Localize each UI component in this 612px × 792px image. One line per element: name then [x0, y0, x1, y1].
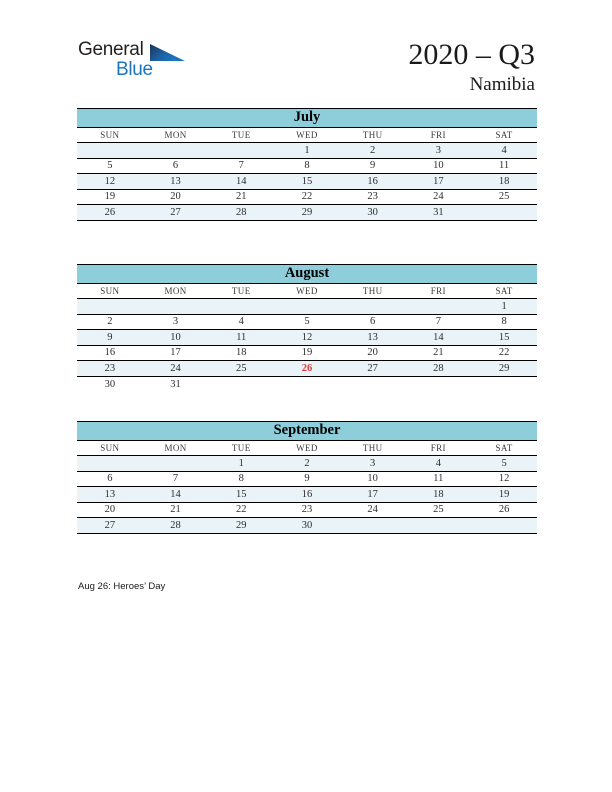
week-row: [77, 143, 537, 159]
weekday-label: SAT: [471, 284, 537, 299]
day-cell: 9: [304, 473, 310, 485]
day-cell: 29: [236, 519, 247, 531]
day-cell: 30: [367, 206, 378, 218]
weekday-label: SUN: [77, 128, 143, 143]
month-title: July: [77, 109, 537, 128]
month-body: [77, 456, 537, 534]
day-cell: 29: [301, 206, 313, 218]
day-cell: 1: [238, 457, 244, 469]
day-cell: [340, 376, 406, 392]
day-cell: 30: [104, 378, 116, 390]
day-cell: 25: [236, 362, 247, 374]
day-cell: 26: [104, 206, 116, 218]
day-cell: 4: [435, 457, 441, 469]
day-cell: 14: [236, 175, 247, 187]
day-cell: 6: [172, 160, 179, 172]
month-body: [77, 143, 537, 221]
day-cell: 27: [170, 206, 181, 218]
day-cell: 12: [498, 473, 510, 485]
day-cell: 2: [304, 457, 310, 469]
day-cell: 30: [301, 519, 313, 531]
holiday-note: Aug 26: Heroes’ Day: [78, 581, 166, 592]
week-row: [77, 158, 537, 174]
week-row: [77, 471, 537, 487]
weekday-row: [77, 128, 537, 143]
day-cell: 19: [104, 191, 116, 203]
day-cell: 16: [301, 488, 313, 500]
day-cell: 26: [498, 504, 510, 516]
day-cell: 29: [498, 362, 510, 374]
day-cell: 27: [367, 362, 378, 374]
day-cell: 17: [170, 347, 181, 359]
logo-text-blue: Blue: [116, 59, 153, 80]
day-cell: 6: [370, 316, 376, 328]
day-cell: 15: [498, 331, 510, 343]
day-cell: 17: [367, 488, 378, 500]
weekday-label: FRI: [406, 441, 472, 456]
day-cell: [340, 518, 406, 534]
day-cell: 23: [367, 191, 378, 203]
week-row: [77, 299, 537, 315]
week-row: [77, 345, 537, 361]
weekday-label: FRI: [406, 284, 472, 299]
quarter-title: 2020 – Q3: [408, 38, 535, 71]
day-cell: 3: [435, 144, 441, 156]
day-cell: 20: [367, 347, 378, 359]
week-row: [77, 314, 537, 330]
day-cell: 10: [367, 473, 378, 485]
weekday-label: THU: [340, 441, 406, 456]
day-cell: [471, 518, 537, 534]
weekday-label: THU: [340, 284, 406, 299]
week-row: [77, 456, 537, 472]
day-cell: 25: [433, 504, 444, 516]
day-cell: 18: [236, 347, 247, 359]
day-cell: 21: [170, 504, 181, 516]
weekday-label: WED: [274, 284, 340, 299]
weekday-label: SUN: [77, 284, 143, 299]
day-cell: 13: [367, 331, 378, 343]
weekday-label: SUN: [77, 441, 143, 456]
weekday-label: THU: [340, 128, 406, 143]
day-cell: [340, 299, 406, 315]
day-cell: 10: [170, 331, 181, 343]
day-cell: 8: [501, 316, 507, 328]
month-header-row: [77, 265, 537, 284]
day-cell: 28: [170, 519, 181, 531]
day-cell: 20: [170, 191, 181, 203]
week-row: [77, 487, 537, 503]
day-cell: 11: [433, 473, 444, 485]
weekday-label: SAT: [471, 128, 537, 143]
day-cell: [143, 456, 209, 472]
day-cell: [208, 143, 274, 159]
month-calendar: [77, 264, 537, 392]
month-calendar: [77, 108, 537, 221]
day-cell: 22: [236, 504, 247, 516]
week-row: [77, 174, 537, 190]
calendar-months: [77, 0, 537, 600]
day-cell: 9: [107, 331, 113, 343]
day-cell: 31: [170, 378, 181, 390]
day-cell: 23: [301, 504, 313, 516]
month-calendar: [77, 421, 537, 534]
day-cell: 1: [501, 300, 507, 312]
day-cell: 24: [433, 191, 444, 203]
day-cell: 4: [501, 144, 507, 156]
week-row: [77, 189, 537, 205]
weekday-label: MON: [143, 284, 209, 299]
day-cell: [471, 376, 537, 392]
day-cell: 5: [501, 457, 507, 469]
day-cell: 14: [433, 331, 444, 343]
day-cell: 3: [172, 316, 179, 328]
day-cell: 2: [107, 316, 113, 328]
day-cell: 6: [107, 473, 113, 485]
day-cell: 28: [236, 206, 247, 218]
day-cell: [406, 518, 472, 534]
day-cell: 25: [498, 191, 510, 203]
day-cell: 11: [499, 160, 510, 172]
day-cell: 1: [304, 144, 310, 156]
day-cell: 10: [433, 160, 444, 172]
day-cell: 22: [301, 191, 313, 203]
day-cell: [208, 299, 274, 315]
day-cell: 7: [172, 473, 179, 485]
holiday-day-cell: 26: [301, 362, 313, 374]
day-cell: 14: [170, 488, 181, 500]
weekday-label: WED: [274, 441, 340, 456]
day-cell: 12: [104, 175, 116, 187]
day-cell: [77, 456, 143, 472]
day-cell: 12: [301, 331, 313, 343]
day-cell: 4: [238, 316, 244, 328]
day-cell: 20: [104, 504, 116, 516]
weekday-row: [77, 441, 537, 456]
day-cell: 5: [107, 160, 113, 172]
day-cell: 13: [104, 488, 116, 500]
day-cell: 13: [170, 175, 181, 187]
month-body: [77, 299, 537, 392]
day-cell: 7: [435, 316, 441, 328]
day-cell: 3: [370, 457, 376, 469]
weekday-label: MON: [143, 441, 209, 456]
month-header-row: [77, 422, 537, 441]
weekday-label: WED: [274, 128, 340, 143]
day-cell: [274, 299, 340, 315]
day-cell: [77, 299, 143, 315]
day-cell: 17: [433, 175, 444, 187]
month-title: September: [77, 422, 537, 441]
weekday-row: [77, 284, 537, 299]
weekday-label: FRI: [406, 128, 472, 143]
country-subtitle: Namibia: [469, 73, 535, 95]
weekday-label: TUE: [208, 284, 274, 299]
day-cell: 22: [498, 347, 510, 359]
day-cell: 23: [104, 362, 116, 374]
weekday-label: MON: [143, 128, 209, 143]
day-cell: 16: [104, 347, 116, 359]
day-cell: 8: [304, 160, 310, 172]
week-row: [77, 518, 537, 534]
weekday-label: TUE: [208, 441, 274, 456]
day-cell: 9: [370, 160, 376, 172]
day-cell: 18: [433, 488, 444, 500]
day-cell: 19: [301, 347, 313, 359]
day-cell: [77, 143, 143, 159]
day-cell: 24: [170, 362, 181, 374]
month-title: August: [77, 265, 537, 284]
weekday-label: TUE: [208, 128, 274, 143]
day-cell: 21: [236, 191, 247, 203]
day-cell: [143, 143, 209, 159]
week-row: [77, 330, 537, 346]
day-cell: [471, 205, 537, 221]
day-cell: 2: [370, 144, 376, 156]
day-cell: 21: [433, 347, 444, 359]
day-cell: 11: [236, 331, 247, 343]
day-cell: [406, 299, 472, 315]
day-cell: [208, 376, 274, 392]
week-row: [77, 205, 537, 221]
day-cell: 7: [238, 160, 244, 172]
day-cell: 24: [367, 504, 378, 516]
day-cell: 8: [238, 473, 244, 485]
day-cell: 15: [236, 488, 247, 500]
day-cell: 27: [104, 519, 116, 531]
day-cell: [274, 376, 340, 392]
day-cell: 18: [498, 175, 510, 187]
week-row: [77, 376, 537, 392]
day-cell: 16: [367, 175, 378, 187]
week-row: [77, 361, 537, 377]
day-cell: 5: [304, 316, 310, 328]
week-row: [77, 502, 537, 518]
weekday-label: SAT: [471, 441, 537, 456]
day-cell: 28: [433, 362, 444, 374]
day-cell: 15: [301, 175, 313, 187]
day-cell: [143, 299, 209, 315]
day-cell: 31: [433, 206, 444, 218]
day-cell: 19: [498, 488, 510, 500]
day-cell: [406, 376, 472, 392]
logo-text-general: General: [78, 39, 144, 60]
month-header-row: [77, 109, 537, 128]
